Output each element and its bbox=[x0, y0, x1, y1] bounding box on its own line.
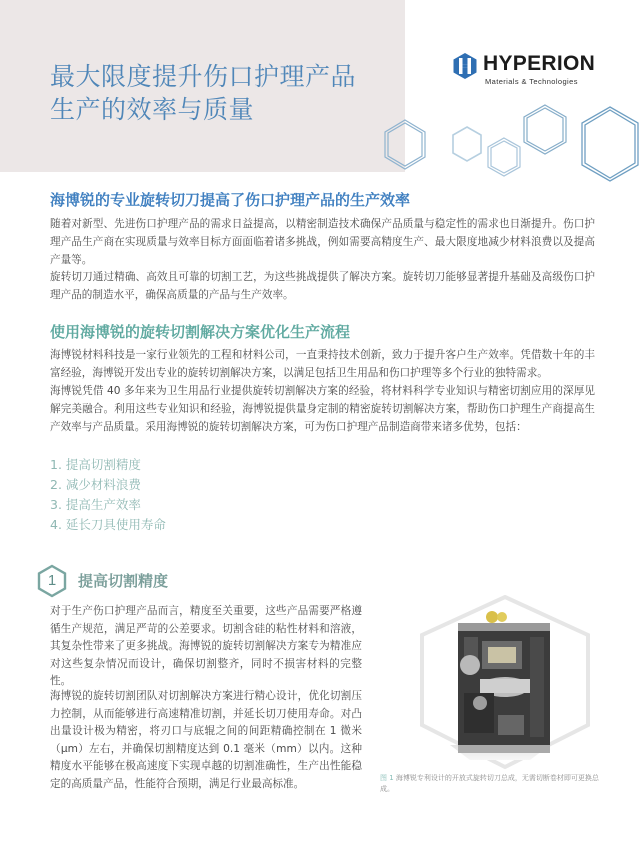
page-title-line-1: 最大限度提升伤口护理产品 bbox=[50, 62, 357, 91]
section-optimize-paragraph-2: 海博锐凭借 40 多年来为卫生用品行业提供旋转切割解决方案的经验，将材料科学专业知识与精密切割应用的深厚见解完美融合。利用这些专业知识和经验，海博锐提供量身定制的精密旋转切割解决方案，帮助伤口护理生产商提高生产效率与产品质量。采用海博锐的旋转切割解决方案，可为伤口护理产品制造商带来诸多优势，包括： bbox=[50, 385, 595, 433]
list-item: 1. 提高切割精度 bbox=[50, 457, 141, 472]
precision-paragraph-2: 海博锐的旋转切割团队对切割解决方案进行精心设计，优化切割压力控制，从而能够进行高速精准切割，并延长切刀使用寿命。对凸出量设计极为精密，将刃口与底辊之间的间距精确控制在 1 微米（μm）左右，并确保切割精度达到 0.1 毫米（mm）以内。这种精度水平能够在极高速度下实现卓越的切割准确性，生产出性能稳定的高质量产品，性能符合预期，满足行业最高标准。 bbox=[50, 690, 362, 790]
list-item: 3. 提高生产效率 bbox=[50, 497, 141, 512]
section-efficiency-paragraph-1: 随着对新型、先进伤口护理产品的需求日益提高，以精密制造技术确保产品质量与稳定性的需求也日渐提升。伤口护理产品生产商在实现质量与效率目标方面面临着诸多挑战，例如需要高精度生产、最大限度地减少材料浪费以及提高产量等。 bbox=[50, 218, 595, 266]
page-title bbox=[50, 60, 356, 126]
section-number: 1 bbox=[47, 572, 57, 589]
benefits-list bbox=[50, 455, 166, 535]
hyperion-logo bbox=[452, 52, 602, 86]
section-heading-optimize: 使用海博锐的旋转切割解决方案优化生产流程 bbox=[50, 323, 351, 341]
logo-tagline: Materials & Technologies bbox=[485, 77, 578, 86]
section-efficiency-paragraph-2: 旋转切刀通过精确、高效且可靠的切割工艺，为这些挑战提供了解决方案。旋转切刀能够显著提升基础及高级伤口护理产品的制造水平，确保高质量的产品与生产效率。 bbox=[50, 271, 595, 301]
figure-caption bbox=[380, 773, 605, 795]
hyperion-hex-logo-icon bbox=[452, 52, 478, 80]
list-item: 2. 减少材料浪费 bbox=[50, 477, 141, 492]
page-title-line-2: 生产的效率与质量 bbox=[50, 95, 255, 124]
rotary-cutter-assembly-image bbox=[380, 595, 630, 770]
precision-paragraph-1: 对于生产伤口护理产品而言，精度至关重要，这些产品需要严格遵循生产规范，满足严苛的公差要求。切割含硅的粘性材料和溶液，其复杂性带来了更多挑战。海博锐的旋转切割解决方案专为精准应对这些复杂情况而设计，确保切割整齐，同时不损害材料的完整性。 bbox=[50, 605, 362, 688]
figure-label: 图 1 bbox=[380, 774, 394, 782]
logo-wordmark: HYPERION bbox=[483, 52, 596, 75]
list-item: 4. 延长刀具使用寿命 bbox=[50, 517, 166, 532]
figure-caption-text: 海博锐专利设计的开放式旋转切刀总成，无需切断卷材即可更换总成。 bbox=[380, 774, 599, 793]
section-title: 提高切割精度 bbox=[78, 572, 169, 590]
section-optimize-paragraph-1: 海博锐材料科技是一家行业领先的工程和材料公司，一直秉持技术创新，致力于提升客户生产效率。凭借数十年的丰富经验，海博锐开发出专业的旋转切割解决方案，以满足包括卫生用品和伤口护理等多个行业的独特需求。 bbox=[50, 349, 595, 379]
decorative-hexagons-icon bbox=[370, 95, 639, 190]
section-heading-efficiency: 海博锐的专业旋转切刀提高了伤口护理产品的生产效率 bbox=[50, 191, 411, 209]
